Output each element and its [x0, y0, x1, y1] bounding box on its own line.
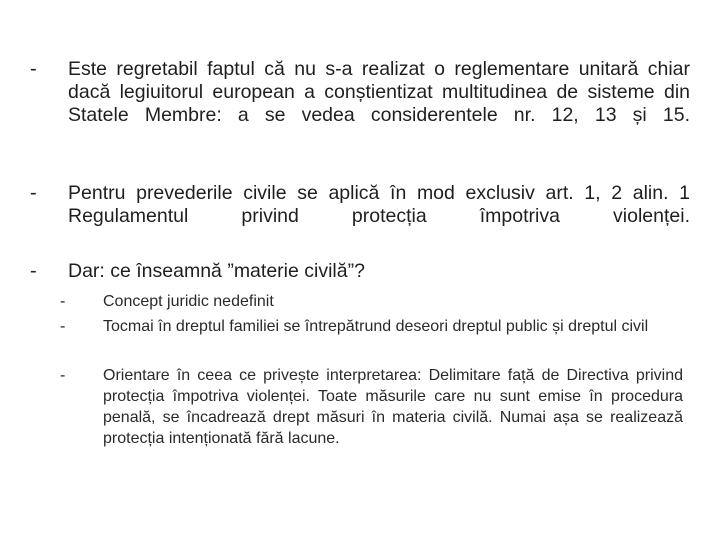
bullet-marker: -	[30, 260, 37, 282]
sub-bullet-item	[60, 316, 683, 337]
bullet-item	[30, 182, 690, 228]
bullet-item	[30, 58, 690, 127]
bullet-marker: -	[30, 182, 37, 204]
sub-bullet-text: Orientare în ceea ce privește interpretarea: Delimitare față de Directiva privind protecția împotriva violenței. Toate măsurile care nu sunt emise în procedura penală, se încadrează drept măsuri în materia civilă. Numai așa se realizează protecția intenționată fără lacune.	[103, 367, 683, 447]
bullet-text: Dar: ce înseamnă ”materie civilă”?	[68, 260, 365, 282]
sub-bullet-item	[60, 365, 683, 449]
sub-bullet-text: Concept juridic nedefinit	[103, 293, 274, 310]
bullet-item	[30, 260, 690, 283]
bullet-text: Este regretabil faptul că nu s-a realizat o reglementare unitară chiar dacă legiuitorul european a conștientizat multitudinea de sisteme din Statele Membre: a se vedea considerentele nr. 12, 13 și 15.	[68, 58, 690, 126]
bullet-text: Pentru prevederile civile se aplică în mod exclusiv art. 1, 2 alin. 1 Regulamentul privind protecția împotriva violenței.	[68, 182, 690, 227]
sub-bullet-marker: -	[60, 293, 66, 310]
sub-bullet-text: Tocmai în dreptul familiei se întrepătrund deseori dreptul public și dreptul civil	[103, 318, 649, 335]
bullet-marker: -	[30, 58, 37, 80]
sub-bullet-marker: -	[60, 367, 66, 384]
sub-bullet-item	[60, 291, 683, 312]
sub-bullet-marker: -	[60, 318, 66, 335]
